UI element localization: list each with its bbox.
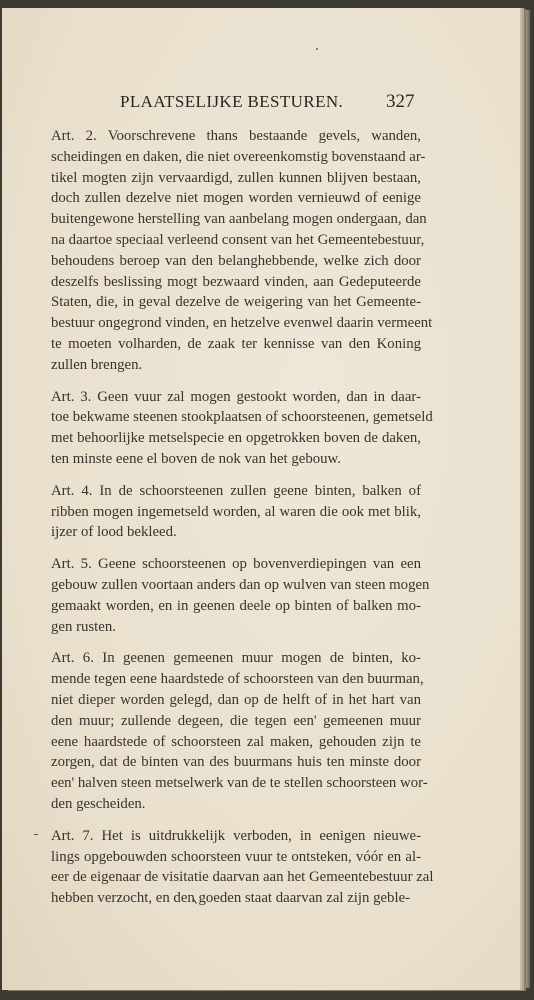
page-edge [520, 10, 530, 988]
text-line: een' halven steen metselwerk van de te stellen schoorsteen wor- [51, 775, 428, 792]
text-line: tikel mogten zijn vervaardigd, zullen kunnen blijven bestaan, [51, 169, 421, 186]
text-line: hebben verzocht, en den goeden staat daarvan zal zijn geble- [51, 890, 411, 907]
text-line: doch zullen dezelve niet mogen worden vernieuwd of eenige [51, 190, 421, 207]
text-line: lings opgebouwden schoorsteen vuur te ontsteken, vóór en al- [51, 848, 421, 865]
article-paragraph [51, 826, 434, 909]
text-line: Art. 3. Geen vuur zal mogen gestookt worden, dan in daar- [51, 388, 421, 405]
text-line: toe bekwame steenen stookplaatsen of schoorsteenen, gemetseld [51, 409, 433, 426]
text-line: bestuur ongegrond vinden, en hetzelve evenwel daarin vermeent [51, 315, 433, 332]
text-line: buitengewone herstelling van aanbelang mogen ondergaan, dan [51, 211, 427, 228]
text-line: den muur; zullende degeen, die tegen een' gemeenen muur [51, 712, 421, 729]
text-line: eene haardstede of schoorsteen zal maken, gehouden zijn te [51, 733, 421, 750]
text-line: behoudens beroep van den belanghebbende, welke zich door [51, 252, 421, 269]
text-line: met behoorlijke metselspecie en opgetrokken boven de daken, [51, 430, 421, 447]
book-page [2, 8, 520, 990]
text-line: gemaakt worden, en in geenen deele op binten of balken mo- [51, 597, 421, 614]
article-paragraph [51, 387, 433, 470]
text-line: gen rusten. [51, 618, 116, 635]
text-line: mende tegen eene haardstede of schoorsteen van den buurman, [51, 671, 424, 688]
page-number: 327 [386, 91, 415, 112]
text-line: scheidingen en daken, die niet overeenkomstig bovenstaand ar- [51, 148, 426, 165]
text-line: te moeten volharden, de zaak ter kennisse van den Koning [51, 335, 421, 352]
text-line: den gescheiden. [51, 795, 146, 812]
article-paragraph [51, 554, 430, 637]
paper-speck [34, 834, 38, 835]
text-line: Art. 5. Geene schoorsteenen op bovenverdiepingen van een [51, 556, 421, 573]
running-head: PLAATSELIJKE BESTUREN. [120, 92, 344, 111]
article-paragraph [51, 648, 428, 814]
text-line: eer de eigenaar de visitatie daarvan aan het Gemeentebestuur zal [51, 869, 434, 886]
article-paragraph [51, 481, 421, 543]
article-paragraph [51, 126, 433, 376]
text-line: ribben mogen ingemetseld worden, al waren die ook met blik, [51, 503, 421, 520]
text-line: Art. 4. In de schoorsteenen zullen geene binten, balken of [51, 482, 421, 499]
text-line: Art. 6. In geenen gemeenen muur mogen de binten, ko- [51, 650, 421, 667]
text-line: zullen brengen. [51, 356, 143, 373]
text-line: gebouw zullen voortaan anders dan op wulven van steen mogen [51, 576, 430, 593]
text-line: deszelfs beslissing mogt bezwaard vinden, aan Gedeputeerde [51, 273, 421, 290]
text-line: niet dieper worden gelegd, dan op de helft of in het hart van [51, 691, 421, 708]
paper-speck [316, 48, 318, 50]
text-line: na daartoe speciaal verleend consent van het Gemeentebestuur, [51, 231, 425, 248]
page-header [2, 92, 520, 116]
text-line: Art. 2. Voorschrevene thans bestaande gevels, wanden, [51, 128, 421, 144]
text-line: zorgen, dat de binten van des buurmans huis ten minste door [51, 754, 421, 771]
page-body [51, 126, 434, 909]
text-line: ten minste eene el boven de nok van het gebouw. [51, 450, 341, 467]
text-line: Art. 7. Het is uitdrukkelijk verboden, in eenigen nieuwe- [51, 827, 421, 844]
text-line: Staten, die, in geval dezelve de weigering van het Gemeente- [51, 294, 421, 311]
text-line: ijzer of lood bekleed. [51, 524, 177, 541]
